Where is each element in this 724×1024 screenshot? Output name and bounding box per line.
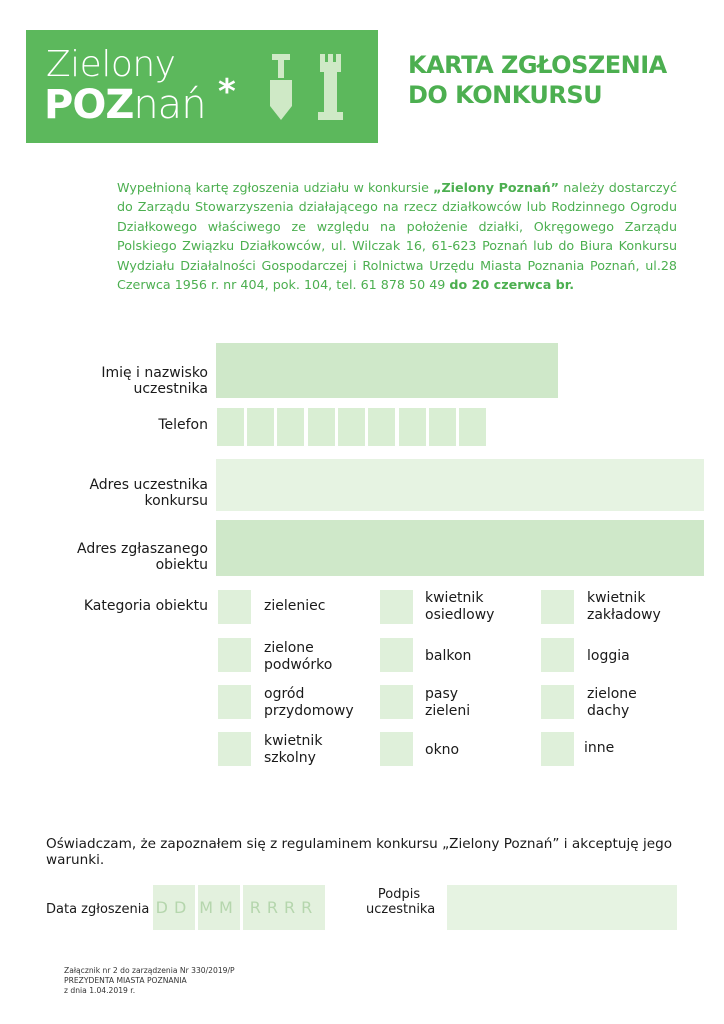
category-option bbox=[587, 590, 661, 624]
footer-line2: PREZYDENTA MIASTA POZNANIA bbox=[64, 976, 187, 985]
signature-label-line1: Podpis bbox=[377, 887, 421, 902]
category-option-line2: podwórko bbox=[264, 657, 333, 673]
form-title bbox=[408, 50, 667, 110]
category-option-line1: pasy bbox=[425, 686, 459, 702]
category-option bbox=[425, 648, 471, 665]
intro-text1: Wypełnioną kartę zgłoszenia udziału w konkursie bbox=[117, 180, 434, 195]
intro-bold2: do 20 czerwca br. bbox=[449, 277, 575, 293]
date-label: Data zgłoszenia bbox=[46, 902, 150, 917]
object-address-field[interactable] bbox=[216, 520, 704, 576]
object-address-label: Adres zgłaszanego obiektu bbox=[77, 541, 208, 573]
category-option bbox=[264, 733, 322, 767]
phone-digit-cell[interactable] bbox=[429, 408, 456, 446]
category-option bbox=[584, 740, 614, 757]
footer-line1: Załącznik nr 2 do zarządzenia Nr 330/2019/P bbox=[64, 966, 235, 975]
category-checkbox-kwietnik-osiedlowy[interactable] bbox=[380, 590, 413, 624]
intro-paragraph bbox=[117, 178, 677, 294]
category-option-line1: balkon bbox=[425, 648, 472, 664]
logo-line2-light: nań bbox=[133, 82, 206, 128]
address-field[interactable] bbox=[216, 459, 704, 511]
category-option-line1: okno bbox=[425, 742, 460, 758]
category-option-line2: zieleni bbox=[425, 703, 471, 719]
declaration-text: Oświadczam, że zapoznałem się z regulaminem konkursu „Zielony Poznań” i akceptuję jego warunki. bbox=[46, 836, 673, 868]
category-option-line2: osiedlowy bbox=[425, 607, 495, 623]
name-label: Imię i nazwisko uczestnika bbox=[101, 365, 208, 397]
phone-digit-cell[interactable] bbox=[247, 408, 274, 446]
category-option-line2: szkolny bbox=[264, 750, 316, 766]
category-checkbox-kwietnik-zakladowy[interactable] bbox=[541, 590, 574, 624]
signature-label bbox=[366, 887, 436, 917]
signature-field[interactable] bbox=[447, 885, 677, 930]
category-option bbox=[425, 742, 459, 759]
footer-note bbox=[64, 966, 235, 996]
category-option bbox=[264, 598, 325, 615]
form-title-line1: KARTA ZGŁOSZENIA bbox=[408, 51, 667, 79]
date-year-field[interactable]: RRRR bbox=[243, 885, 325, 930]
category-option-line1: kwietnik bbox=[425, 590, 484, 606]
phone-label: Telefon bbox=[158, 417, 208, 433]
category-option bbox=[587, 686, 637, 720]
category-checkbox-balkon[interactable] bbox=[380, 638, 413, 672]
category-option-line2: zakładowy bbox=[587, 607, 661, 623]
category-option-line1: zielone bbox=[264, 640, 314, 656]
category-option bbox=[425, 686, 470, 720]
footer-line3: z dnia 1.04.2019 r. bbox=[64, 986, 136, 995]
intro-text2: należy dostarczyć do Zarządu Stowarzyszenia działającego na rzecz działkowców lub Rodzinnego Ogrodu Działkowego właściwego ze względu na położenie działki, Okręgowego Zarządu Polskiego Związku Działkowców, ul. Wilczak 16, 61-623 Poznań lub do Biura Konkursu Wydziału Działalności Gospodarczej i Rolnictwa Urzędu Miasta Poznania Poznań, ul.28 Czerwca 1956 r. nr 404, pok. 104, tel. 61 878 50 49 bbox=[117, 180, 677, 293]
category-checkbox-inne[interactable] bbox=[541, 732, 574, 766]
logo-star: * bbox=[218, 72, 236, 112]
category-option-line1: ogród bbox=[264, 686, 305, 702]
phone-digit-cell[interactable] bbox=[459, 408, 486, 446]
phone-digit-cell[interactable] bbox=[338, 408, 365, 446]
category-option bbox=[264, 640, 332, 674]
category-option-line1: zieleniec bbox=[264, 598, 326, 614]
phone-digit-cell[interactable] bbox=[217, 408, 244, 446]
category-option bbox=[425, 590, 494, 624]
phone-digit-cell[interactable] bbox=[277, 408, 304, 446]
category-option bbox=[587, 648, 630, 665]
shovel-tower-icon bbox=[264, 48, 364, 128]
date-day-field[interactable]: DD bbox=[153, 885, 195, 930]
name-field[interactable] bbox=[216, 343, 558, 398]
logo-line1: Zielony bbox=[46, 44, 176, 85]
logo-line2-bold: POZ bbox=[44, 82, 134, 128]
form-title-line2: DO KONKURSU bbox=[408, 81, 603, 109]
phone-digit-cell[interactable] bbox=[368, 408, 395, 446]
category-checkbox-pasy-zieleni[interactable] bbox=[380, 685, 413, 719]
category-option-line1: inne bbox=[584, 740, 615, 756]
category-option-line1: kwietnik bbox=[264, 733, 323, 749]
category-checkbox-loggia[interactable] bbox=[541, 638, 574, 672]
signature-label-line2: uczestnika bbox=[366, 902, 436, 917]
logo-line2 bbox=[44, 82, 206, 128]
zielony-poznan-logo bbox=[26, 30, 378, 143]
category-option-line1: loggia bbox=[587, 648, 630, 664]
category-checkbox-zielone-dachy[interactable] bbox=[541, 685, 574, 719]
category-option-line2: dachy bbox=[587, 703, 630, 719]
category-checkbox-zielone-podworko[interactable] bbox=[218, 638, 251, 672]
phone-digit-cell[interactable] bbox=[308, 408, 335, 446]
category-checkbox-okno[interactable] bbox=[380, 732, 413, 766]
category-option-line1: zielone bbox=[587, 686, 637, 702]
category-label: Kategoria obiektu bbox=[83, 598, 208, 614]
category-option-line2: przydomowy bbox=[264, 703, 354, 719]
category-checkbox-kwietnik-szkolny[interactable] bbox=[218, 732, 251, 766]
category-option bbox=[264, 686, 354, 720]
category-option-line1: kwietnik bbox=[587, 590, 646, 606]
date-month-field[interactable]: MM bbox=[198, 885, 240, 930]
phone-digit-cell[interactable] bbox=[399, 408, 426, 446]
address-label: Adres uczestnika konkursu bbox=[89, 477, 208, 509]
category-checkbox-zieleniec[interactable] bbox=[218, 590, 251, 624]
category-checkbox-ogrod-przydomowy[interactable] bbox=[218, 685, 251, 719]
intro-bold1: „Zielony Poznań” bbox=[433, 180, 559, 195]
